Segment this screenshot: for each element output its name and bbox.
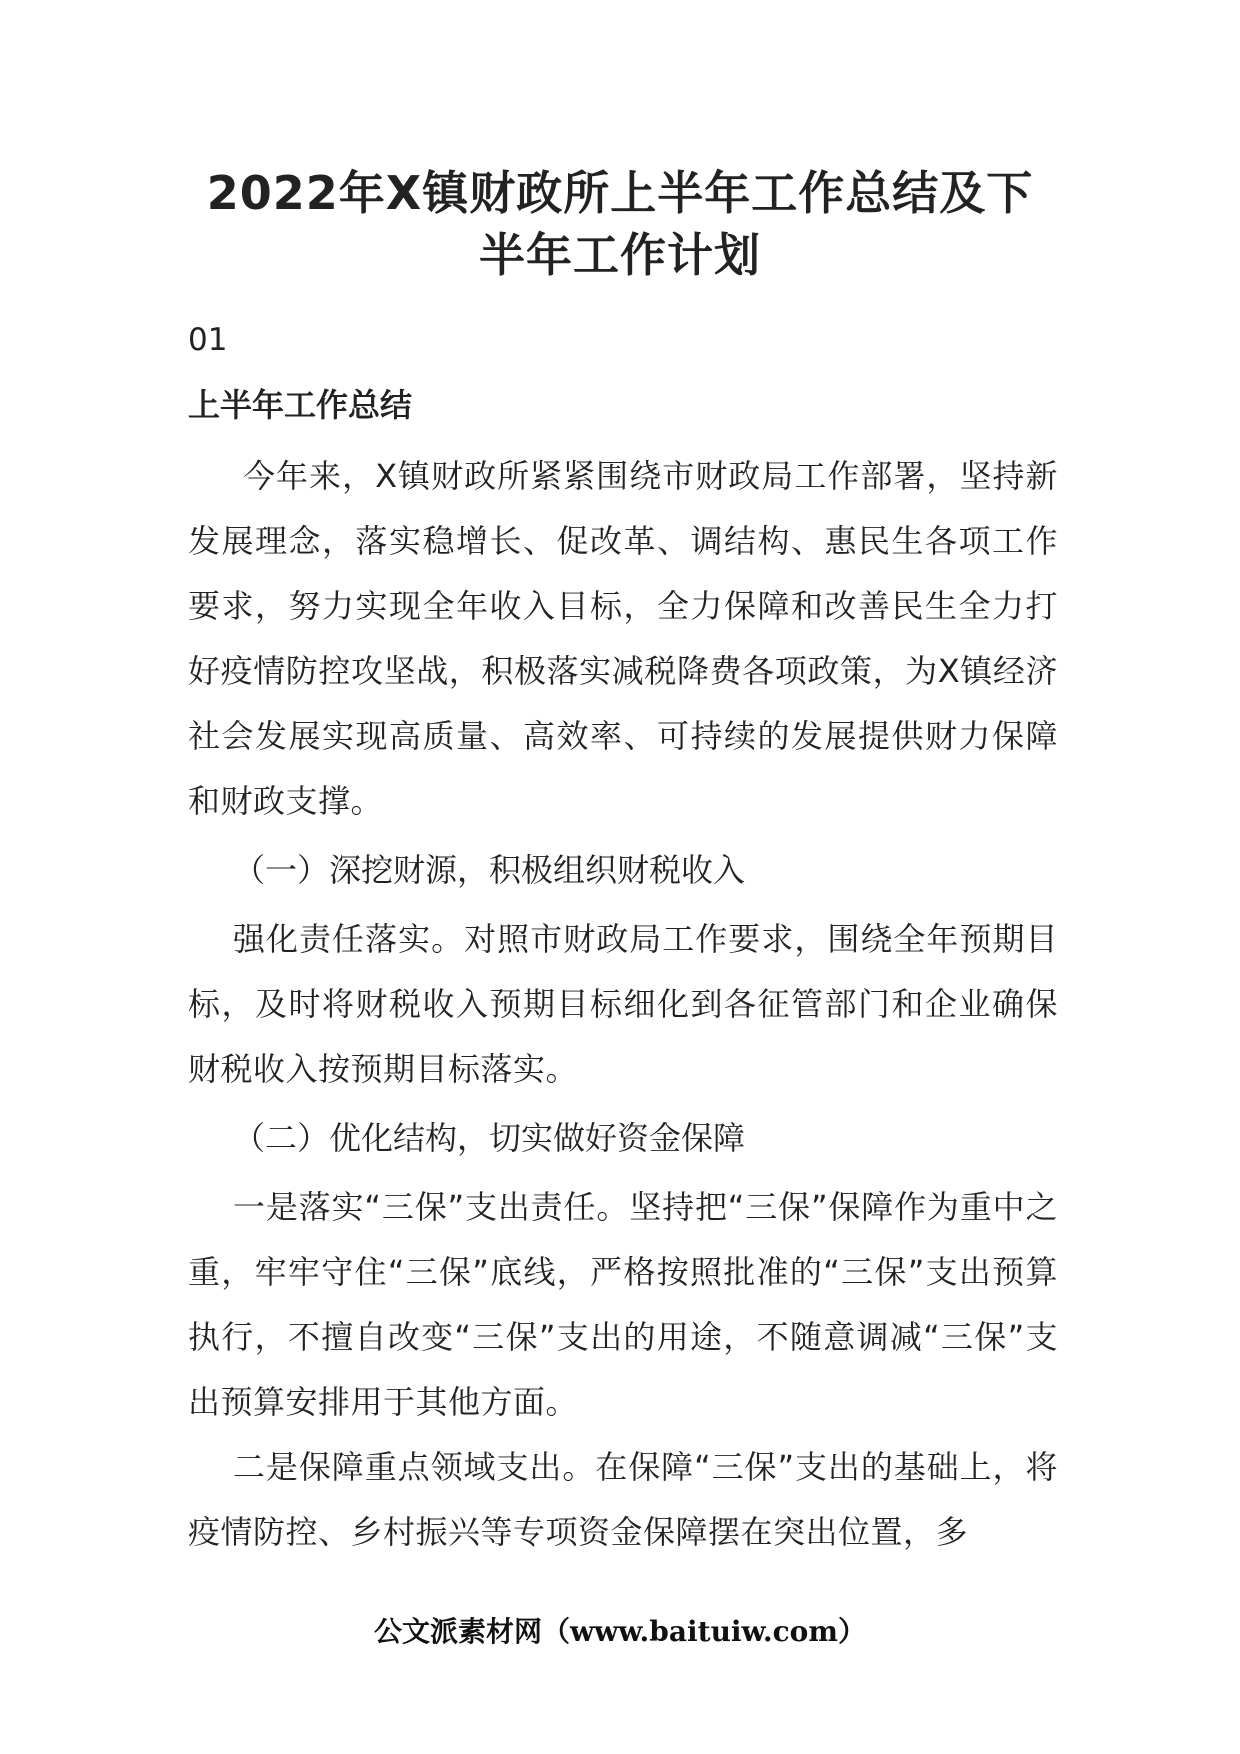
- title-line-1: 2022年X镇财政所上半年工作总结及下: [206, 166, 1034, 220]
- paragraph-2: 一是落实“三保”支出责任。坚持把“三保”保障作为重中之重，牢牢守住“三保”底线，严格按照批准的“三保”支出预算执行，不擅自改变“三保”支出的用途，不随意调减“三保”支出预算安排用于其他方面。: [188, 1188, 1058, 1421]
- document-body: [188, 444, 1058, 1565]
- title-line-2: 半年工作计划: [479, 228, 761, 282]
- paragraph-intro: 今年来，X镇财政所紧紧围绕市财政局工作部署，坚持新发展理念，落实稳增长、促改革、调结构、惠民生各项工作要求，努力实现全年收入目标，全力保障和改善民生全力打好疫情防控攻坚战，积极落实减税降费各项政策，为X镇经济社会发展实现高质量、高效率、可持续的发展提供财力保障和财政支撑。: [188, 457, 1058, 820]
- footer-watermark: 公文派素材网（www.baituiw.com）: [374, 1615, 866, 1648]
- subheading-1: （一）深挖财源，积极组织财税收入: [233, 851, 746, 889]
- subheading-2: （二）优化结构，切实做好资金保障: [233, 1119, 746, 1157]
- section-title: 上半年工作总结: [188, 386, 413, 424]
- section-number: 01: [188, 322, 228, 358]
- document-title: [150, 162, 1090, 286]
- paragraph-1: 强化责任落实。对照市财政局工作要求，围绕全年预期目标，及时将财税收入预期目标细化到各征管部门和企业确保财税收入按预期目标落实。: [188, 920, 1058, 1088]
- paragraph-3: 二是保障重点领域支出。在保障“三保”支出的基础上，将疫情防控、乡村振兴等专项资金保障摆在突出位置，多: [188, 1448, 1058, 1551]
